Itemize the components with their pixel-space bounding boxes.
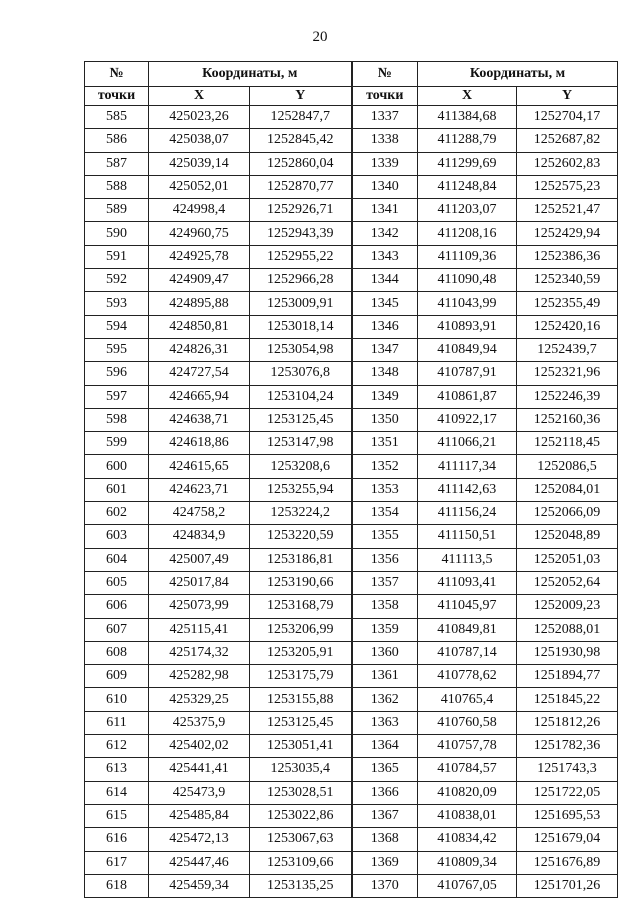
point-number-right-cell: 1367 bbox=[352, 804, 418, 827]
y-left-cell: 1253147,98 bbox=[250, 432, 352, 455]
y-left-cell: 1253125,45 bbox=[250, 408, 352, 431]
table-row bbox=[85, 269, 618, 292]
table-row bbox=[85, 408, 618, 431]
y-right-cell: 1252048,89 bbox=[517, 525, 618, 548]
x-right-cell: 410757,78 bbox=[418, 735, 517, 758]
point-number-right-cell: 1363 bbox=[352, 711, 418, 734]
y-right-cell: 1252051,03 bbox=[517, 548, 618, 571]
point-number-left-cell: 601 bbox=[85, 478, 149, 501]
x-right-cell: 410784,57 bbox=[418, 758, 517, 781]
x-left-cell: 424665,94 bbox=[149, 385, 250, 408]
point-number-right-cell: 1370 bbox=[352, 874, 418, 897]
y-left-cell: 1252845,42 bbox=[250, 129, 352, 152]
point-number-left-cell: 608 bbox=[85, 641, 149, 664]
y-right-cell: 1252521,47 bbox=[517, 199, 618, 222]
y-left-cell: 1252860,04 bbox=[250, 152, 352, 175]
table-row bbox=[85, 502, 618, 525]
y-left-cell: 1253255,94 bbox=[250, 478, 352, 501]
table-row bbox=[85, 804, 618, 827]
table-row bbox=[85, 362, 618, 385]
x-right-cell: 410849,94 bbox=[418, 338, 517, 361]
y-right-cell: 1252088,01 bbox=[517, 618, 618, 641]
x-right-cell: 411203,07 bbox=[418, 199, 517, 222]
point-number-left-cell: 613 bbox=[85, 758, 149, 781]
table-row bbox=[85, 595, 618, 618]
y-right-cell: 1251679,04 bbox=[517, 828, 618, 851]
y-right-cell: 1251676,89 bbox=[517, 851, 618, 874]
table-row bbox=[85, 571, 618, 594]
header-point-left: точки bbox=[85, 87, 149, 106]
y-left-cell: 1253135,25 bbox=[250, 874, 352, 897]
y-right-cell: 1252575,23 bbox=[517, 175, 618, 198]
table-row bbox=[85, 688, 618, 711]
y-right-cell: 1252420,16 bbox=[517, 315, 618, 338]
header-y-left: Y bbox=[250, 87, 352, 106]
point-number-right-cell: 1347 bbox=[352, 338, 418, 361]
table-row bbox=[85, 432, 618, 455]
x-right-cell: 411093,41 bbox=[418, 571, 517, 594]
x-right-cell: 411043,99 bbox=[418, 292, 517, 315]
x-right-cell: 410787,91 bbox=[418, 362, 517, 385]
x-right-cell: 411288,79 bbox=[418, 129, 517, 152]
point-number-left-cell: 598 bbox=[85, 408, 149, 431]
y-left-cell: 1252870,77 bbox=[250, 175, 352, 198]
point-number-left-cell: 600 bbox=[85, 455, 149, 478]
y-right-cell: 1252429,94 bbox=[517, 222, 618, 245]
header-x-left: X bbox=[149, 87, 250, 106]
x-left-cell: 425473,9 bbox=[149, 781, 250, 804]
x-right-cell: 410893,91 bbox=[418, 315, 517, 338]
point-number-left-cell: 611 bbox=[85, 711, 149, 734]
y-left-cell: 1253018,14 bbox=[250, 315, 352, 338]
y-right-cell: 1252084,01 bbox=[517, 478, 618, 501]
point-number-left-cell: 602 bbox=[85, 502, 149, 525]
y-left-cell: 1253224,2 bbox=[250, 502, 352, 525]
point-number-left-cell: 599 bbox=[85, 432, 149, 455]
y-left-cell: 1253035,4 bbox=[250, 758, 352, 781]
x-left-cell: 424998,4 bbox=[149, 199, 250, 222]
table-row bbox=[85, 711, 618, 734]
x-left-cell: 424925,78 bbox=[149, 245, 250, 268]
x-right-cell: 411299,69 bbox=[418, 152, 517, 175]
point-number-left-cell: 588 bbox=[85, 175, 149, 198]
x-left-cell: 424638,71 bbox=[149, 408, 250, 431]
point-number-left-cell: 592 bbox=[85, 269, 149, 292]
point-number-right-cell: 1340 bbox=[352, 175, 418, 198]
point-number-left-cell: 607 bbox=[85, 618, 149, 641]
x-left-cell: 425038,07 bbox=[149, 129, 250, 152]
point-number-left-cell: 618 bbox=[85, 874, 149, 897]
point-number-right-cell: 1355 bbox=[352, 525, 418, 548]
point-number-right-cell: 1357 bbox=[352, 571, 418, 594]
y-left-cell: 1252955,22 bbox=[250, 245, 352, 268]
y-left-cell: 1253109,66 bbox=[250, 851, 352, 874]
y-left-cell: 1253125,45 bbox=[250, 711, 352, 734]
y-left-cell: 1253186,81 bbox=[250, 548, 352, 571]
point-number-left-cell: 587 bbox=[85, 152, 149, 175]
point-number-left-cell: 617 bbox=[85, 851, 149, 874]
y-left-cell: 1253028,51 bbox=[250, 781, 352, 804]
y-right-cell: 1252321,96 bbox=[517, 362, 618, 385]
x-right-cell: 411208,16 bbox=[418, 222, 517, 245]
x-right-cell: 410849,81 bbox=[418, 618, 517, 641]
y-right-cell: 1251812,26 bbox=[517, 711, 618, 734]
x-right-cell: 411150,51 bbox=[418, 525, 517, 548]
y-right-cell: 1251743,3 bbox=[517, 758, 618, 781]
y-right-cell: 1251782,36 bbox=[517, 735, 618, 758]
page-number: 20 bbox=[312, 29, 328, 45]
x-left-cell: 424618,86 bbox=[149, 432, 250, 455]
x-right-cell: 411156,24 bbox=[418, 502, 517, 525]
x-right-cell: 411045,97 bbox=[418, 595, 517, 618]
point-number-left-cell: 591 bbox=[85, 245, 149, 268]
y-right-cell: 1252687,82 bbox=[517, 129, 618, 152]
point-number-left-cell: 589 bbox=[85, 199, 149, 222]
table-row bbox=[85, 641, 618, 664]
y-left-cell: 1253175,79 bbox=[250, 665, 352, 688]
point-number-right-cell: 1341 bbox=[352, 199, 418, 222]
table-row bbox=[85, 525, 618, 548]
y-left-cell: 1253067,63 bbox=[250, 828, 352, 851]
x-left-cell: 425282,98 bbox=[149, 665, 250, 688]
y-left-cell: 1253076,8 bbox=[250, 362, 352, 385]
x-left-cell: 425023,26 bbox=[149, 106, 250, 129]
table-row bbox=[85, 758, 618, 781]
point-number-left-cell: 615 bbox=[85, 804, 149, 827]
point-number-left-cell: 605 bbox=[85, 571, 149, 594]
table-row bbox=[85, 338, 618, 361]
x-left-cell: 425447,46 bbox=[149, 851, 250, 874]
y-left-cell: 1253051,41 bbox=[250, 735, 352, 758]
y-right-cell: 1251930,98 bbox=[517, 641, 618, 664]
y-left-cell: 1253205,91 bbox=[250, 641, 352, 664]
y-left-cell: 1252966,28 bbox=[250, 269, 352, 292]
x-right-cell: 410765,4 bbox=[418, 688, 517, 711]
point-number-left-cell: 609 bbox=[85, 665, 149, 688]
x-right-cell: 411384,68 bbox=[418, 106, 517, 129]
point-number-right-cell: 1352 bbox=[352, 455, 418, 478]
header-coords-right: Координаты, м bbox=[418, 62, 618, 87]
x-left-cell: 424615,65 bbox=[149, 455, 250, 478]
y-right-cell: 1252602,83 bbox=[517, 152, 618, 175]
table-row bbox=[85, 478, 618, 501]
table-row bbox=[85, 665, 618, 688]
table-row bbox=[85, 548, 618, 571]
point-number-right-cell: 1345 bbox=[352, 292, 418, 315]
y-right-cell: 1252009,23 bbox=[517, 595, 618, 618]
point-number-right-cell: 1369 bbox=[352, 851, 418, 874]
point-number-left-cell: 612 bbox=[85, 735, 149, 758]
x-right-cell: 411142,63 bbox=[418, 478, 517, 501]
x-left-cell: 425485,84 bbox=[149, 804, 250, 827]
x-right-cell: 411066,21 bbox=[418, 432, 517, 455]
point-number-left-cell: 590 bbox=[85, 222, 149, 245]
table-row bbox=[85, 828, 618, 851]
table-row bbox=[85, 292, 618, 315]
point-number-right-cell: 1365 bbox=[352, 758, 418, 781]
x-right-cell: 410922,17 bbox=[418, 408, 517, 431]
header-point-right: точки bbox=[352, 87, 418, 106]
y-left-cell: 1253022,86 bbox=[250, 804, 352, 827]
point-number-right-cell: 1343 bbox=[352, 245, 418, 268]
x-left-cell: 424909,47 bbox=[149, 269, 250, 292]
table-row bbox=[85, 455, 618, 478]
y-right-cell: 1252086,5 bbox=[517, 455, 618, 478]
point-number-right-cell: 1358 bbox=[352, 595, 418, 618]
y-right-cell: 1252355,49 bbox=[517, 292, 618, 315]
x-left-cell: 424623,71 bbox=[149, 478, 250, 501]
x-left-cell: 425039,14 bbox=[149, 152, 250, 175]
point-number-right-cell: 1353 bbox=[352, 478, 418, 501]
x-right-cell: 410760,58 bbox=[418, 711, 517, 734]
x-left-cell: 425174,32 bbox=[149, 641, 250, 664]
y-left-cell: 1252926,71 bbox=[250, 199, 352, 222]
x-left-cell: 425441,41 bbox=[149, 758, 250, 781]
x-right-cell: 411113,5 bbox=[418, 548, 517, 571]
point-number-left-cell: 595 bbox=[85, 338, 149, 361]
point-number-right-cell: 1337 bbox=[352, 106, 418, 129]
point-number-right-cell: 1339 bbox=[352, 152, 418, 175]
table-row bbox=[85, 874, 618, 897]
point-number-right-cell: 1366 bbox=[352, 781, 418, 804]
x-left-cell: 425115,41 bbox=[149, 618, 250, 641]
point-number-right-cell: 1354 bbox=[352, 502, 418, 525]
x-right-cell: 410820,09 bbox=[418, 781, 517, 804]
point-number-left-cell: 586 bbox=[85, 129, 149, 152]
x-left-cell: 424850,81 bbox=[149, 315, 250, 338]
point-number-right-cell: 1351 bbox=[352, 432, 418, 455]
x-left-cell: 424826,31 bbox=[149, 338, 250, 361]
x-right-cell: 410778,62 bbox=[418, 665, 517, 688]
table-row bbox=[85, 175, 618, 198]
y-left-cell: 1253054,98 bbox=[250, 338, 352, 361]
y-right-cell: 1251722,05 bbox=[517, 781, 618, 804]
x-left-cell: 424834,9 bbox=[149, 525, 250, 548]
y-right-cell: 1251845,22 bbox=[517, 688, 618, 711]
x-left-cell: 425375,9 bbox=[149, 711, 250, 734]
point-number-right-cell: 1362 bbox=[352, 688, 418, 711]
y-left-cell: 1253168,79 bbox=[250, 595, 352, 618]
x-left-cell: 424895,88 bbox=[149, 292, 250, 315]
header-num-right: № bbox=[352, 62, 418, 87]
table-row bbox=[85, 385, 618, 408]
header-y-right: Y bbox=[517, 87, 618, 106]
x-right-cell: 411109,36 bbox=[418, 245, 517, 268]
table-row bbox=[85, 152, 618, 175]
y-left-cell: 1253206,99 bbox=[250, 618, 352, 641]
point-number-right-cell: 1364 bbox=[352, 735, 418, 758]
x-right-cell: 410787,14 bbox=[418, 641, 517, 664]
x-right-cell: 410838,01 bbox=[418, 804, 517, 827]
y-left-cell: 1252943,39 bbox=[250, 222, 352, 245]
x-right-cell: 410809,34 bbox=[418, 851, 517, 874]
y-left-cell: 1253220,59 bbox=[250, 525, 352, 548]
point-number-right-cell: 1349 bbox=[352, 385, 418, 408]
x-right-cell: 410767,05 bbox=[418, 874, 517, 897]
y-right-cell: 1252246,39 bbox=[517, 385, 618, 408]
x-left-cell: 425459,34 bbox=[149, 874, 250, 897]
y-left-cell: 1252847,7 bbox=[250, 106, 352, 129]
point-number-right-cell: 1359 bbox=[352, 618, 418, 641]
table-row bbox=[85, 781, 618, 804]
table-row bbox=[85, 735, 618, 758]
x-left-cell: 425073,99 bbox=[149, 595, 250, 618]
y-right-cell: 1252066,09 bbox=[517, 502, 618, 525]
y-right-cell: 1252052,64 bbox=[517, 571, 618, 594]
point-number-left-cell: 596 bbox=[85, 362, 149, 385]
x-left-cell: 424758,2 bbox=[149, 502, 250, 525]
point-number-right-cell: 1346 bbox=[352, 315, 418, 338]
x-right-cell: 410834,42 bbox=[418, 828, 517, 851]
x-left-cell: 425402,02 bbox=[149, 735, 250, 758]
table-row bbox=[85, 618, 618, 641]
y-right-cell: 1251894,77 bbox=[517, 665, 618, 688]
point-number-right-cell: 1368 bbox=[352, 828, 418, 851]
table-row bbox=[85, 245, 618, 268]
point-number-left-cell: 614 bbox=[85, 781, 149, 804]
y-right-cell: 1251695,53 bbox=[517, 804, 618, 827]
table-row bbox=[85, 199, 618, 222]
point-number-right-cell: 1360 bbox=[352, 641, 418, 664]
x-left-cell: 424960,75 bbox=[149, 222, 250, 245]
y-left-cell: 1253155,88 bbox=[250, 688, 352, 711]
table-row bbox=[85, 129, 618, 152]
point-number-right-cell: 1348 bbox=[352, 362, 418, 385]
point-number-left-cell: 603 bbox=[85, 525, 149, 548]
y-right-cell: 1252704,17 bbox=[517, 106, 618, 129]
point-number-left-cell: 610 bbox=[85, 688, 149, 711]
table-row bbox=[85, 106, 618, 129]
point-number-left-cell: 606 bbox=[85, 595, 149, 618]
y-left-cell: 1253104,24 bbox=[250, 385, 352, 408]
x-right-cell: 411248,84 bbox=[418, 175, 517, 198]
y-right-cell: 1252386,36 bbox=[517, 245, 618, 268]
x-left-cell: 424727,54 bbox=[149, 362, 250, 385]
header-x-right: X bbox=[418, 87, 517, 106]
x-left-cell: 425017,84 bbox=[149, 571, 250, 594]
x-right-cell: 410861,87 bbox=[418, 385, 517, 408]
x-left-cell: 425007,49 bbox=[149, 548, 250, 571]
y-right-cell: 1252340,59 bbox=[517, 269, 618, 292]
y-right-cell: 1252160,36 bbox=[517, 408, 618, 431]
point-number-left-cell: 604 bbox=[85, 548, 149, 571]
header-num-left: № bbox=[85, 62, 149, 87]
table-body bbox=[85, 106, 618, 898]
point-number-left-cell: 616 bbox=[85, 828, 149, 851]
y-left-cell: 1253190,66 bbox=[250, 571, 352, 594]
y-right-cell: 1252439,7 bbox=[517, 338, 618, 361]
x-left-cell: 425052,01 bbox=[149, 175, 250, 198]
point-number-right-cell: 1342 bbox=[352, 222, 418, 245]
x-right-cell: 411090,48 bbox=[418, 269, 517, 292]
y-right-cell: 1251701,26 bbox=[517, 874, 618, 897]
point-number-right-cell: 1338 bbox=[352, 129, 418, 152]
point-number-right-cell: 1350 bbox=[352, 408, 418, 431]
point-number-right-cell: 1361 bbox=[352, 665, 418, 688]
header-coords-left: Координаты, м bbox=[149, 62, 352, 87]
point-number-left-cell: 585 bbox=[85, 106, 149, 129]
coordinates-table bbox=[84, 61, 618, 898]
x-right-cell: 411117,34 bbox=[418, 455, 517, 478]
x-left-cell: 425472,13 bbox=[149, 828, 250, 851]
table-row bbox=[85, 851, 618, 874]
point-number-right-cell: 1344 bbox=[352, 269, 418, 292]
point-number-left-cell: 597 bbox=[85, 385, 149, 408]
y-left-cell: 1253009,91 bbox=[250, 292, 352, 315]
y-right-cell: 1252118,45 bbox=[517, 432, 618, 455]
point-number-left-cell: 593 bbox=[85, 292, 149, 315]
x-left-cell: 425329,25 bbox=[149, 688, 250, 711]
point-number-left-cell: 594 bbox=[85, 315, 149, 338]
y-left-cell: 1253208,6 bbox=[250, 455, 352, 478]
point-number-right-cell: 1356 bbox=[352, 548, 418, 571]
table-row bbox=[85, 222, 618, 245]
table-row bbox=[85, 315, 618, 338]
